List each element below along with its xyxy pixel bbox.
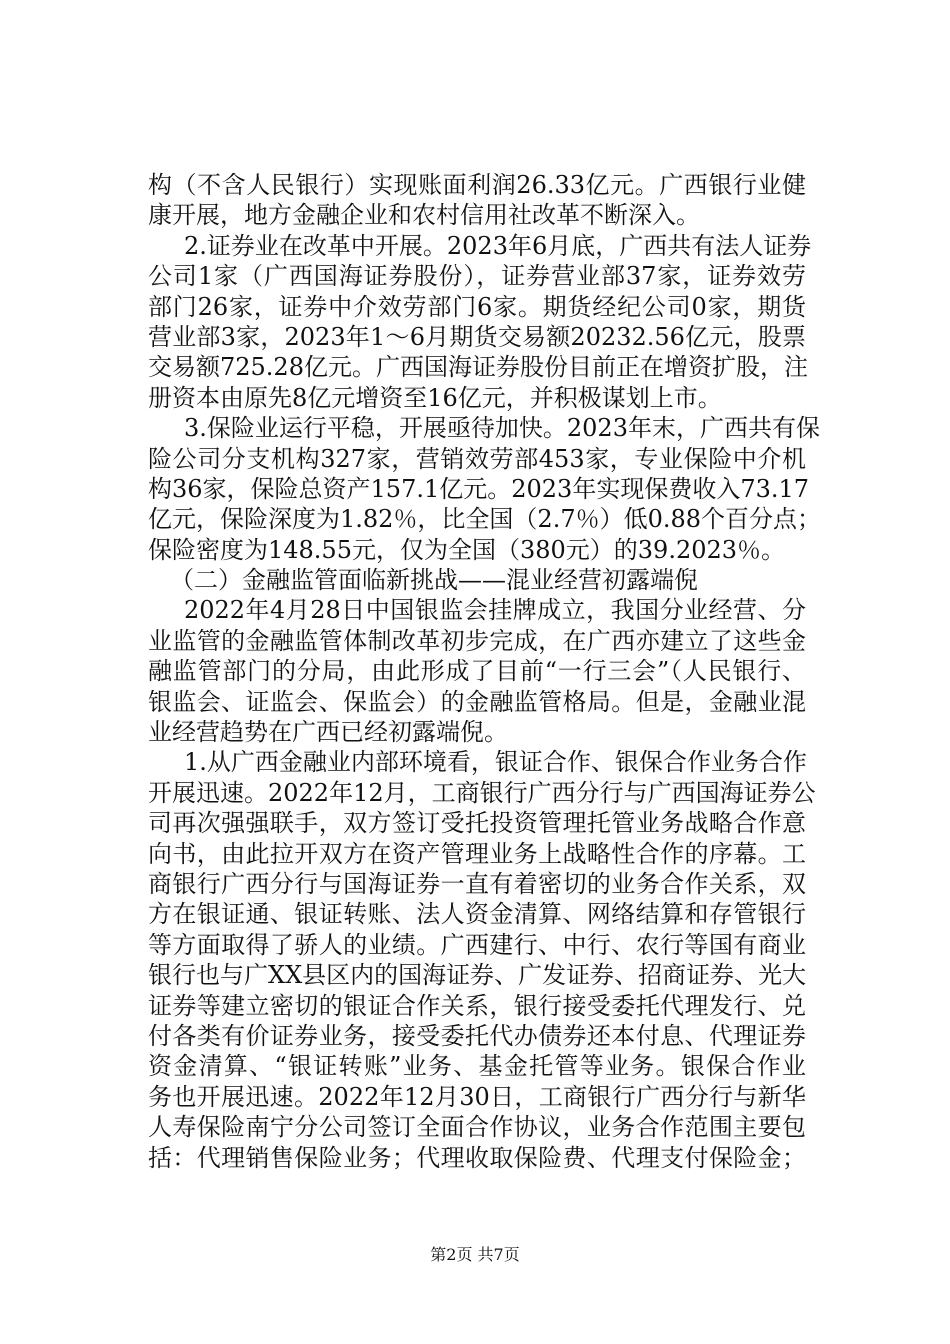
text-line: 开展迅速。2022年12月，工商银行广西分行与广西国海证券公 <box>148 778 816 807</box>
text-line: 营业部3家，2023年1～6月期货交易额20232.56亿元，股票 <box>148 322 806 351</box>
text-line: 公司1家（广西国海证券股份），证券营业部37家，证券效劳 <box>148 262 806 291</box>
text-line: （二）金融监管面临新挑战——混业经营初露端倪 <box>170 566 698 595</box>
text-line: 向书，由此拉开双方在资产管理业务上战略性合作的序幕。工 <box>148 839 806 868</box>
text-line: 方在银证通、银证转账、法人资金清算、网络结算和存管银行 <box>148 900 806 929</box>
text-line: 融监管部门的分局，由此形成了目前“一行三会”（人民银行、 <box>148 657 806 686</box>
text-line: 1.从广西金融业内部环境看，银证合作、银保合作业务合作 <box>184 748 807 777</box>
text-line: 人寿保险南宁分公司签订全面合作协议，业务合作范围主要包 <box>148 1113 806 1142</box>
text-line: 务也开展迅速。2022年12月30日，工商银行广西分行与新华 <box>148 1082 806 1111</box>
section-heading <box>148 565 806 595</box>
text-line: 银行也与广XX县区内的国海证券、广发证券、招商证券、光大 <box>148 961 807 990</box>
paragraph <box>148 595 806 747</box>
paragraph <box>148 413 822 565</box>
text-line: 业监管的金融监管体制改革初步完成，在广西亦建立了这些金 <box>148 626 806 655</box>
text-line: 商银行广西分行与国海证券一直有着密切的业务合作关系，双 <box>148 869 806 898</box>
text-line: 交易额725.28亿元。广西国海证券股份目前正在增资扩股，注 <box>148 353 808 382</box>
page-number: 第2页 共7页 <box>430 1245 520 1264</box>
text-line: 资金清算、“银证转账”业务、基金托管等业务。银保合作业 <box>148 1052 806 1081</box>
text-line: 亿元，保险深度为1.82％，比全国（2.7％）低0.88个百分点； <box>148 505 822 534</box>
text-line: 3.保险业运行平稳，开展亟待加快。2023年末，广西共有保 <box>184 414 820 443</box>
text-line: 2.证券业在改革中开展。2023年6月底，广西共有法人证券 <box>184 231 812 260</box>
text-line: 付各类有价证券业务，接受委托代办债券还本付息、代理证券 <box>148 1021 806 1050</box>
text-line: 括：代理销售保险业务；代理收取保险费、代理支付保险金； <box>148 1143 806 1172</box>
text-line: 银监会、证监会、保监会）的金融监管格局。但是，金融业混 <box>148 687 806 716</box>
text-line: 2022年4月28日中国银监会挂牌成立，我国分业经营、分 <box>184 596 806 625</box>
text-line: 保险密度为148.55元，仅为全国（380元）的39.2023％。 <box>148 535 786 564</box>
text-line: 构（不含人民银行）实现账面利润26.33亿元。广西银行业健 <box>148 171 806 199</box>
text-line: 证券等建立密切的银证合作关系，银行接受委托代理发行、兑 <box>148 991 806 1020</box>
text-line: 康开展，地方金融企业和农村信用社改革不断深入。 <box>148 201 700 230</box>
text-line: 部门26家，证券中介效劳部门6家。期货经纪公司0家，期货 <box>148 292 806 321</box>
paragraph <box>148 170 806 231</box>
document-body <box>148 170 822 1173</box>
text-line: 业经营趋势在广西已经初露端倪。 <box>148 718 508 747</box>
paragraph <box>148 231 812 413</box>
text-line: 等方面取得了骄人的业绩。广西建行、中行、农行等国有商业 <box>148 930 806 959</box>
paragraph <box>148 747 816 1172</box>
text-line: 构36家，保险总资产157.1亿元。2023年实现保费收入73.17 <box>148 474 810 503</box>
text-line: 册资本由原先8亿元增资至16亿元，并积极谋划上市。 <box>148 383 722 412</box>
text-line: 司再次强强联手，双方签订受托投资管理托管业务战略合作意 <box>148 809 806 838</box>
text-line: 险公司分支机构327家，营销效劳部453家，专业保险中介机 <box>148 444 806 473</box>
